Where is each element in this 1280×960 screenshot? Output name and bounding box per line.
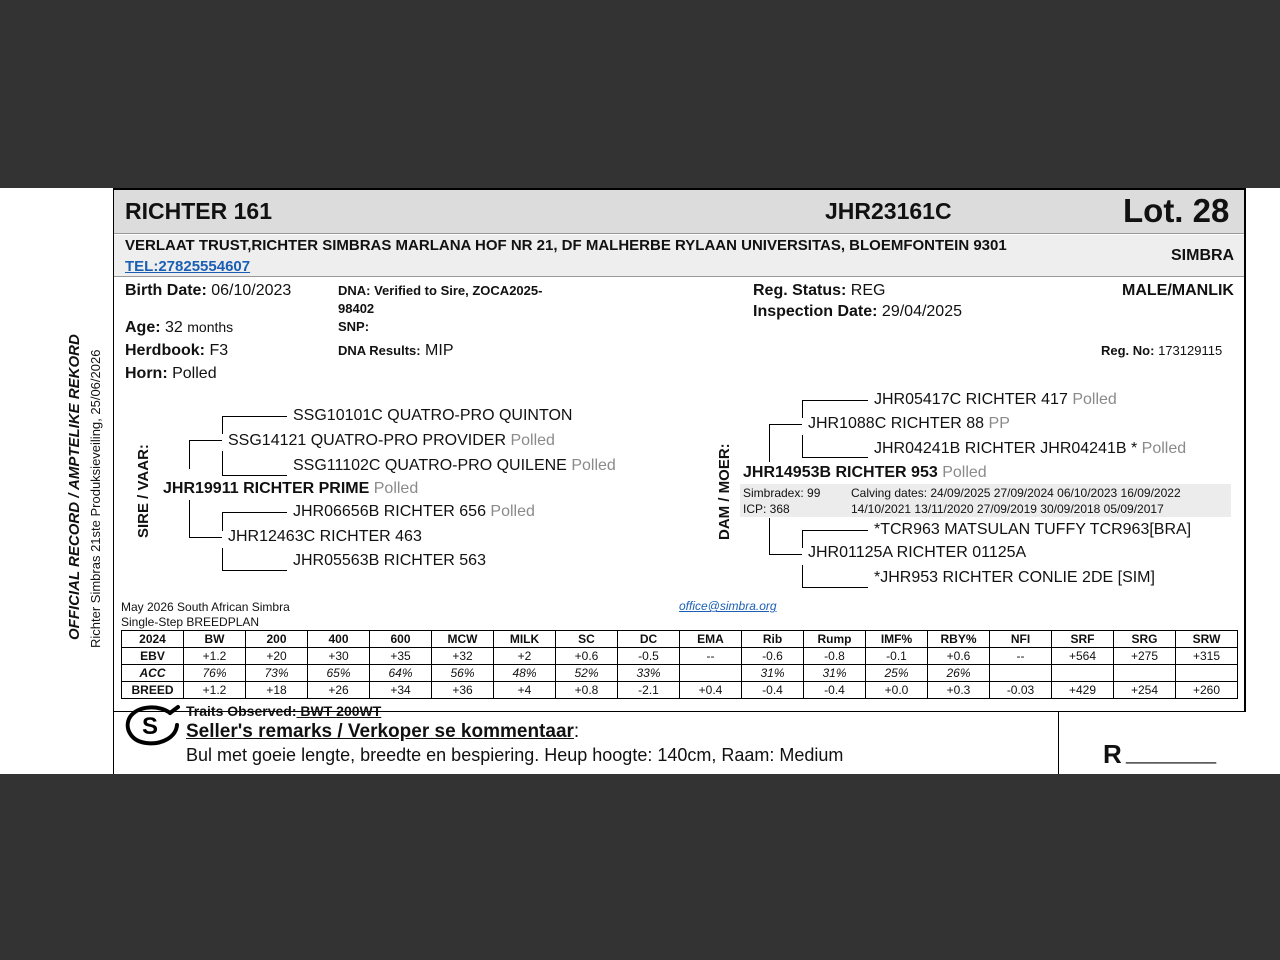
- sire-tree-line: [189, 500, 190, 537]
- dam-tree-line: [802, 400, 803, 418]
- ebv-column-header: DC: [618, 631, 680, 648]
- dam-dam-dam: *JHR953 RICHTER CONLIE 2DE [SIM]: [874, 569, 1155, 586]
- sire-tree-line: [222, 570, 287, 571]
- ebv-cell: +429: [1052, 682, 1114, 699]
- sire-tree-line: [222, 451, 223, 475]
- ebv-cell: 31%: [804, 665, 866, 682]
- breedplan-title: May 2026 South African Simbra: [121, 600, 290, 614]
- email-link[interactable]: office@simbra.org: [679, 599, 777, 613]
- simbra-logo-icon: [124, 703, 180, 747]
- dam-tree-line: [802, 565, 803, 587]
- herdbook: Herdbook: F3: [125, 342, 229, 359]
- svg-text:S: S: [142, 713, 159, 740]
- ebv-table: [121, 630, 1238, 699]
- owner-phone-link[interactable]: TEL:27825554607: [125, 258, 251, 275]
- ebv-column-header: IMF%: [866, 631, 928, 648]
- ebv-cell: +34: [370, 682, 432, 699]
- sire-label: SIRE / VAAR:: [135, 444, 152, 538]
- sex-label: MALE/MANLIK: [1122, 282, 1234, 299]
- ebv-cell: 73%: [246, 665, 308, 682]
- ebv-cell: 56%: [432, 665, 494, 682]
- sire-tree-line: [189, 440, 190, 469]
- ebv-cell: -0.1: [866, 648, 928, 665]
- sire-name: JHR19911 RICHTER PRIME Polled: [163, 480, 419, 497]
- dna-verification-cont: 98402: [338, 301, 375, 316]
- ebv-cell: +1.2: [184, 648, 246, 665]
- ebv-cell: --: [680, 648, 742, 665]
- ebv-cell: -0.4: [804, 682, 866, 699]
- ebv-cell: +4: [494, 682, 556, 699]
- dam-tree-line: [769, 424, 802, 425]
- calving-dates: Calving dates: 24/09/2025 27/09/2024 06/10/2023 16/09/2022: [851, 486, 1181, 500]
- auction-label: Richter Simbras 21ste Produksieveiling, 25/06/2026: [88, 349, 103, 648]
- ebv-cell: 33%: [618, 665, 680, 682]
- frame-right: [1244, 188, 1246, 712]
- ebv-cell: +18: [246, 682, 308, 699]
- sire-dam: JHR12463C RICHTER 463: [228, 528, 422, 545]
- ebv-cell: [680, 665, 742, 682]
- ebv-column-header: SC: [556, 631, 618, 648]
- breed-label: SIMBRA: [1171, 247, 1235, 264]
- ebv-column-header: SRF: [1052, 631, 1114, 648]
- dam-tree-line: [802, 400, 868, 401]
- dam-tree-line: [802, 587, 868, 588]
- table-row: [122, 665, 1238, 682]
- ebv-cell: +564: [1052, 648, 1114, 665]
- ebv-cell: [1176, 665, 1238, 682]
- sire-tree-line: [222, 475, 287, 476]
- ebv-cell: +0.0: [866, 682, 928, 699]
- ebv-cell: +30: [308, 648, 370, 665]
- ebv-column-header: EMA: [680, 631, 742, 648]
- dam-dam: JHR01125A RICHTER 01125A: [808, 544, 1027, 561]
- lot-number: Lot. 28: [1123, 192, 1230, 229]
- ebv-cell: +26: [308, 682, 370, 699]
- ebv-row-label: EBV: [122, 648, 184, 665]
- ebv-cell: +20: [246, 648, 308, 665]
- sire-tree-line: [189, 537, 222, 538]
- sire-tree-line: [222, 548, 223, 570]
- dam-sire-sire: JHR05417C RICHTER 417 Polled: [874, 391, 1117, 408]
- sire-sire-sire: SSG10101C QUATRO-PRO QUINTON: [293, 407, 573, 424]
- ebv-cell: +36: [432, 682, 494, 699]
- calving-dates-cont: 14/10/2021 13/11/2020 27/09/2019 30/09/2018 05/09/2017: [851, 502, 1164, 516]
- ebv-cell: 64%: [370, 665, 432, 682]
- ebv-column-header: 2024: [122, 631, 184, 648]
- ebv-cell: [1052, 665, 1114, 682]
- ebv-cell: +260: [1176, 682, 1238, 699]
- animal-name: RICHTER 161: [125, 198, 272, 224]
- official-record-label: OFFICIAL RECORD / AMPTELIKE REKORD: [66, 334, 83, 640]
- ebv-cell: -0.8: [804, 648, 866, 665]
- ebv-cell: --: [990, 648, 1052, 665]
- dam-tree-line: [769, 554, 802, 555]
- ebv-cell: -0.4: [742, 682, 804, 699]
- ebv-cell: 31%: [742, 665, 804, 682]
- breedplan-subtitle: Single-Step BREEDPLAN: [121, 615, 260, 629]
- inspection-date: Inspection Date: 29/04/2025: [753, 303, 962, 320]
- ebv-cell: +0.6: [928, 648, 990, 665]
- dam-tree-line: [802, 435, 803, 457]
- price-currency: R: [1103, 739, 1122, 769]
- sire-tree-line: [222, 416, 223, 434]
- sire-sire: SSG14121 QUATRO-PRO PROVIDER Polled: [228, 432, 555, 449]
- ebv-cell: -0.03: [990, 682, 1052, 699]
- dam-sire-dam: JHR04241B RICHTER JHR04241B * Polled: [874, 440, 1187, 457]
- dam-name: JHR14953B RICHTER 953 Polled: [743, 464, 987, 481]
- ebv-column-header: 200: [246, 631, 308, 648]
- ebv-cell: +275: [1114, 648, 1176, 665]
- seller-remarks-text: Bul met goeie lengte, breedte en bespiering. Heup hoogte: 140cm, Raam: Medium: [186, 745, 844, 765]
- ebv-cell: 76%: [184, 665, 246, 682]
- frame-left: [113, 188, 114, 774]
- dam-sire: JHR1088C RICHTER 88 PP: [808, 415, 1010, 432]
- ebv-cell: +254: [1114, 682, 1176, 699]
- sire-tree-line: [222, 512, 287, 513]
- reg-number: Reg. No: 173129115: [1101, 343, 1223, 358]
- ebv-column-header: SRG: [1114, 631, 1176, 648]
- title-bar: [114, 190, 1244, 234]
- dam-tree-line: [802, 530, 803, 548]
- dam-tree-line: [769, 518, 770, 554]
- reg-status: Reg. Status: REG: [753, 282, 886, 299]
- ebv-cell: +315: [1176, 648, 1238, 665]
- simbradex: Simbradex: 99: [743, 486, 821, 500]
- dam-tree-line: [769, 424, 770, 462]
- ebv-column-header: 600: [370, 631, 432, 648]
- sire-tree-line: [222, 512, 223, 531]
- ebv-row-label: ACC: [122, 665, 184, 682]
- ebv-cell: [1114, 665, 1176, 682]
- ebv-cell: 48%: [494, 665, 556, 682]
- ebv-cell: +2: [494, 648, 556, 665]
- table-row: [122, 648, 1238, 665]
- ebv-cell: 26%: [928, 665, 990, 682]
- ebv-cell: 25%: [866, 665, 928, 682]
- age: Age: 32 months: [125, 319, 234, 336]
- ebv-header-row: [122, 631, 1238, 648]
- ebv-column-header: Rump: [804, 631, 866, 648]
- ebv-column-header: BW: [184, 631, 246, 648]
- frame-top: [113, 188, 1246, 190]
- table-row: [122, 682, 1238, 699]
- ebv-column-header: MILK: [494, 631, 556, 648]
- ebv-cell: +0.3: [928, 682, 990, 699]
- sire-tree-line: [189, 440, 222, 441]
- snp-label: SNP:: [338, 319, 370, 334]
- ebv-cell: -0.5: [618, 648, 680, 665]
- seller-remarks-heading: Seller's remarks / Verkoper se kommentaar:: [186, 721, 580, 742]
- ebv-cell: -2.1: [618, 682, 680, 699]
- ebv-column-header: Rib: [742, 631, 804, 648]
- animal-reg-id: JHR23161C: [825, 198, 952, 224]
- ebv-cell: +35: [370, 648, 432, 665]
- ebv-cell: +1.2: [184, 682, 246, 699]
- sire-dam-dam: JHR05563B RICHTER 563: [293, 552, 486, 569]
- ebv-column-header: MCW: [432, 631, 494, 648]
- ebv-cell: +0.4: [680, 682, 742, 699]
- traits-observed: Traits Observed: BWT 200WT: [186, 703, 382, 719]
- dam-label: DAM / MOER:: [716, 443, 733, 540]
- sire-sire-dam: SSG11102C QUATRO-PRO QUILENE Polled: [293, 457, 616, 474]
- icp: ICP: 368: [743, 502, 790, 516]
- ebv-cell: +32: [432, 648, 494, 665]
- dam-tree-line: [802, 457, 868, 458]
- dna-results: DNA Results: MIP: [338, 342, 454, 359]
- price-blank-line[interactable]: _________: [1126, 744, 1217, 764]
- ebv-column-header: NFI: [990, 631, 1052, 648]
- ebv-cell: [990, 665, 1052, 682]
- ebv-cell: +0.8: [556, 682, 618, 699]
- birth-date: Birth Date: 06/10/2023: [125, 282, 292, 299]
- horn: Horn: Polled: [125, 365, 217, 382]
- ebv-cell: 52%: [556, 665, 618, 682]
- ebv-cell: +0.6: [556, 648, 618, 665]
- sire-tree-line: [222, 416, 287, 417]
- owner-address: VERLAAT TRUST,RICHTER SIMBRAS MARLANA HOF NR 21, DF MALHERBE RYLAAN UNIVERSITAS, BLOEMFONTEIN 9301: [125, 237, 1007, 254]
- sire-dam-sire: JHR06656B RICHTER 656 Polled: [293, 503, 535, 520]
- ebv-cell: 65%: [308, 665, 370, 682]
- dam-tree-line: [802, 530, 868, 531]
- ebv-column-header: 400: [308, 631, 370, 648]
- ebv-column-header: RBY%: [928, 631, 990, 648]
- ebv-row-label: BREED: [122, 682, 184, 699]
- ebv-column-header: SRW: [1176, 631, 1238, 648]
- ebv-cell: -0.6: [742, 648, 804, 665]
- dna-verification: DNA: Verified to Sire, ZOCA2025-: [338, 283, 543, 298]
- dam-dam-sire: *TCR963 MATSULAN TUFFY TCR963[BRA]: [874, 521, 1192, 538]
